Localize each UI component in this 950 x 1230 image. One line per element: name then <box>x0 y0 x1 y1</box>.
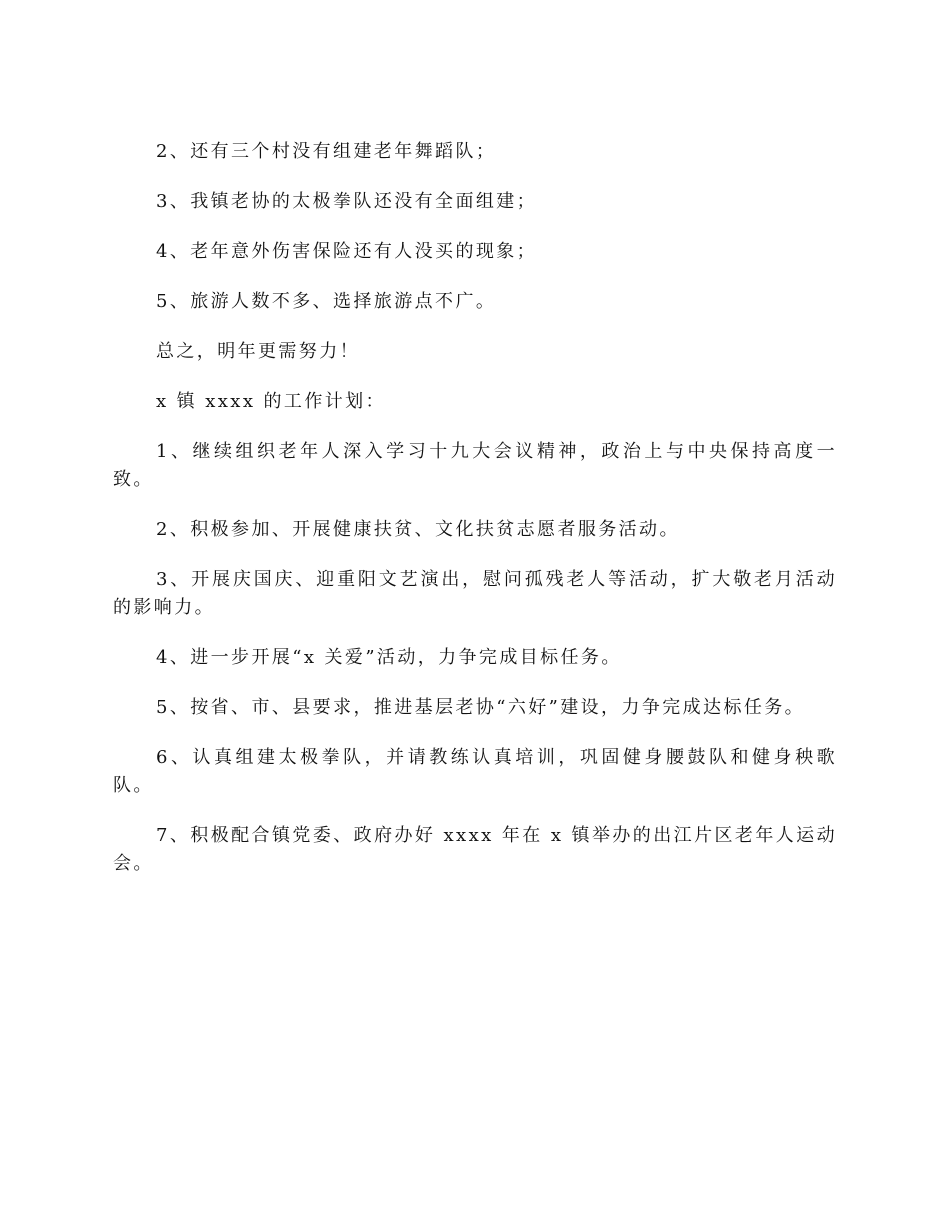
plan-item-7: 7、积极配合镇党委、政府办好 xxxx 年在 x 镇举办的出江片区老年人运动会。 <box>113 825 837 874</box>
paragraph-issue-3: 3、我镇老协的太极拳队还没有全面组建； <box>156 191 538 212</box>
plan-item-4: 4、进一步开展“x 关爱”活动，力争完成目标任务。 <box>156 647 622 668</box>
plan-item-6: 6、认真组建太极拳队，并请教练认真培训，巩固健身腰鼓队和健身秧歌队。 <box>113 747 837 796</box>
paragraph-issue-5: 5、旅游人数不多、选择旅游点不广。 <box>156 291 497 312</box>
document-body <box>113 138 837 900</box>
paragraph-issue-4: 4、老年意外伤害保险还有人没买的现象； <box>156 241 538 262</box>
paragraph-summary: 总之，明年更需努力！ <box>156 341 360 362</box>
plan-item-2: 2、积极参加、开展健康扶贫、文化扶贫志愿者服务活动。 <box>156 519 680 540</box>
plan-item-5: 5、按省、市、县要求，推进基层老协“六好”建设，力争完成达标任务。 <box>156 697 806 718</box>
plan-item-3: 3、开展庆国庆、迎重阳文艺演出，慰问孤残老人等活动，扩大敬老月活动的影响力。 <box>113 569 837 618</box>
paragraph-issue-2: 2、还有三个村没有组建老年舞蹈队； <box>156 141 497 162</box>
section-heading-plan: x 镇 xxxx 的工作计划： <box>156 391 386 412</box>
plan-item-1: 1、继续组织老年人深入学习十九大会议精神，政治上与中央保持高度一致。 <box>113 441 837 490</box>
